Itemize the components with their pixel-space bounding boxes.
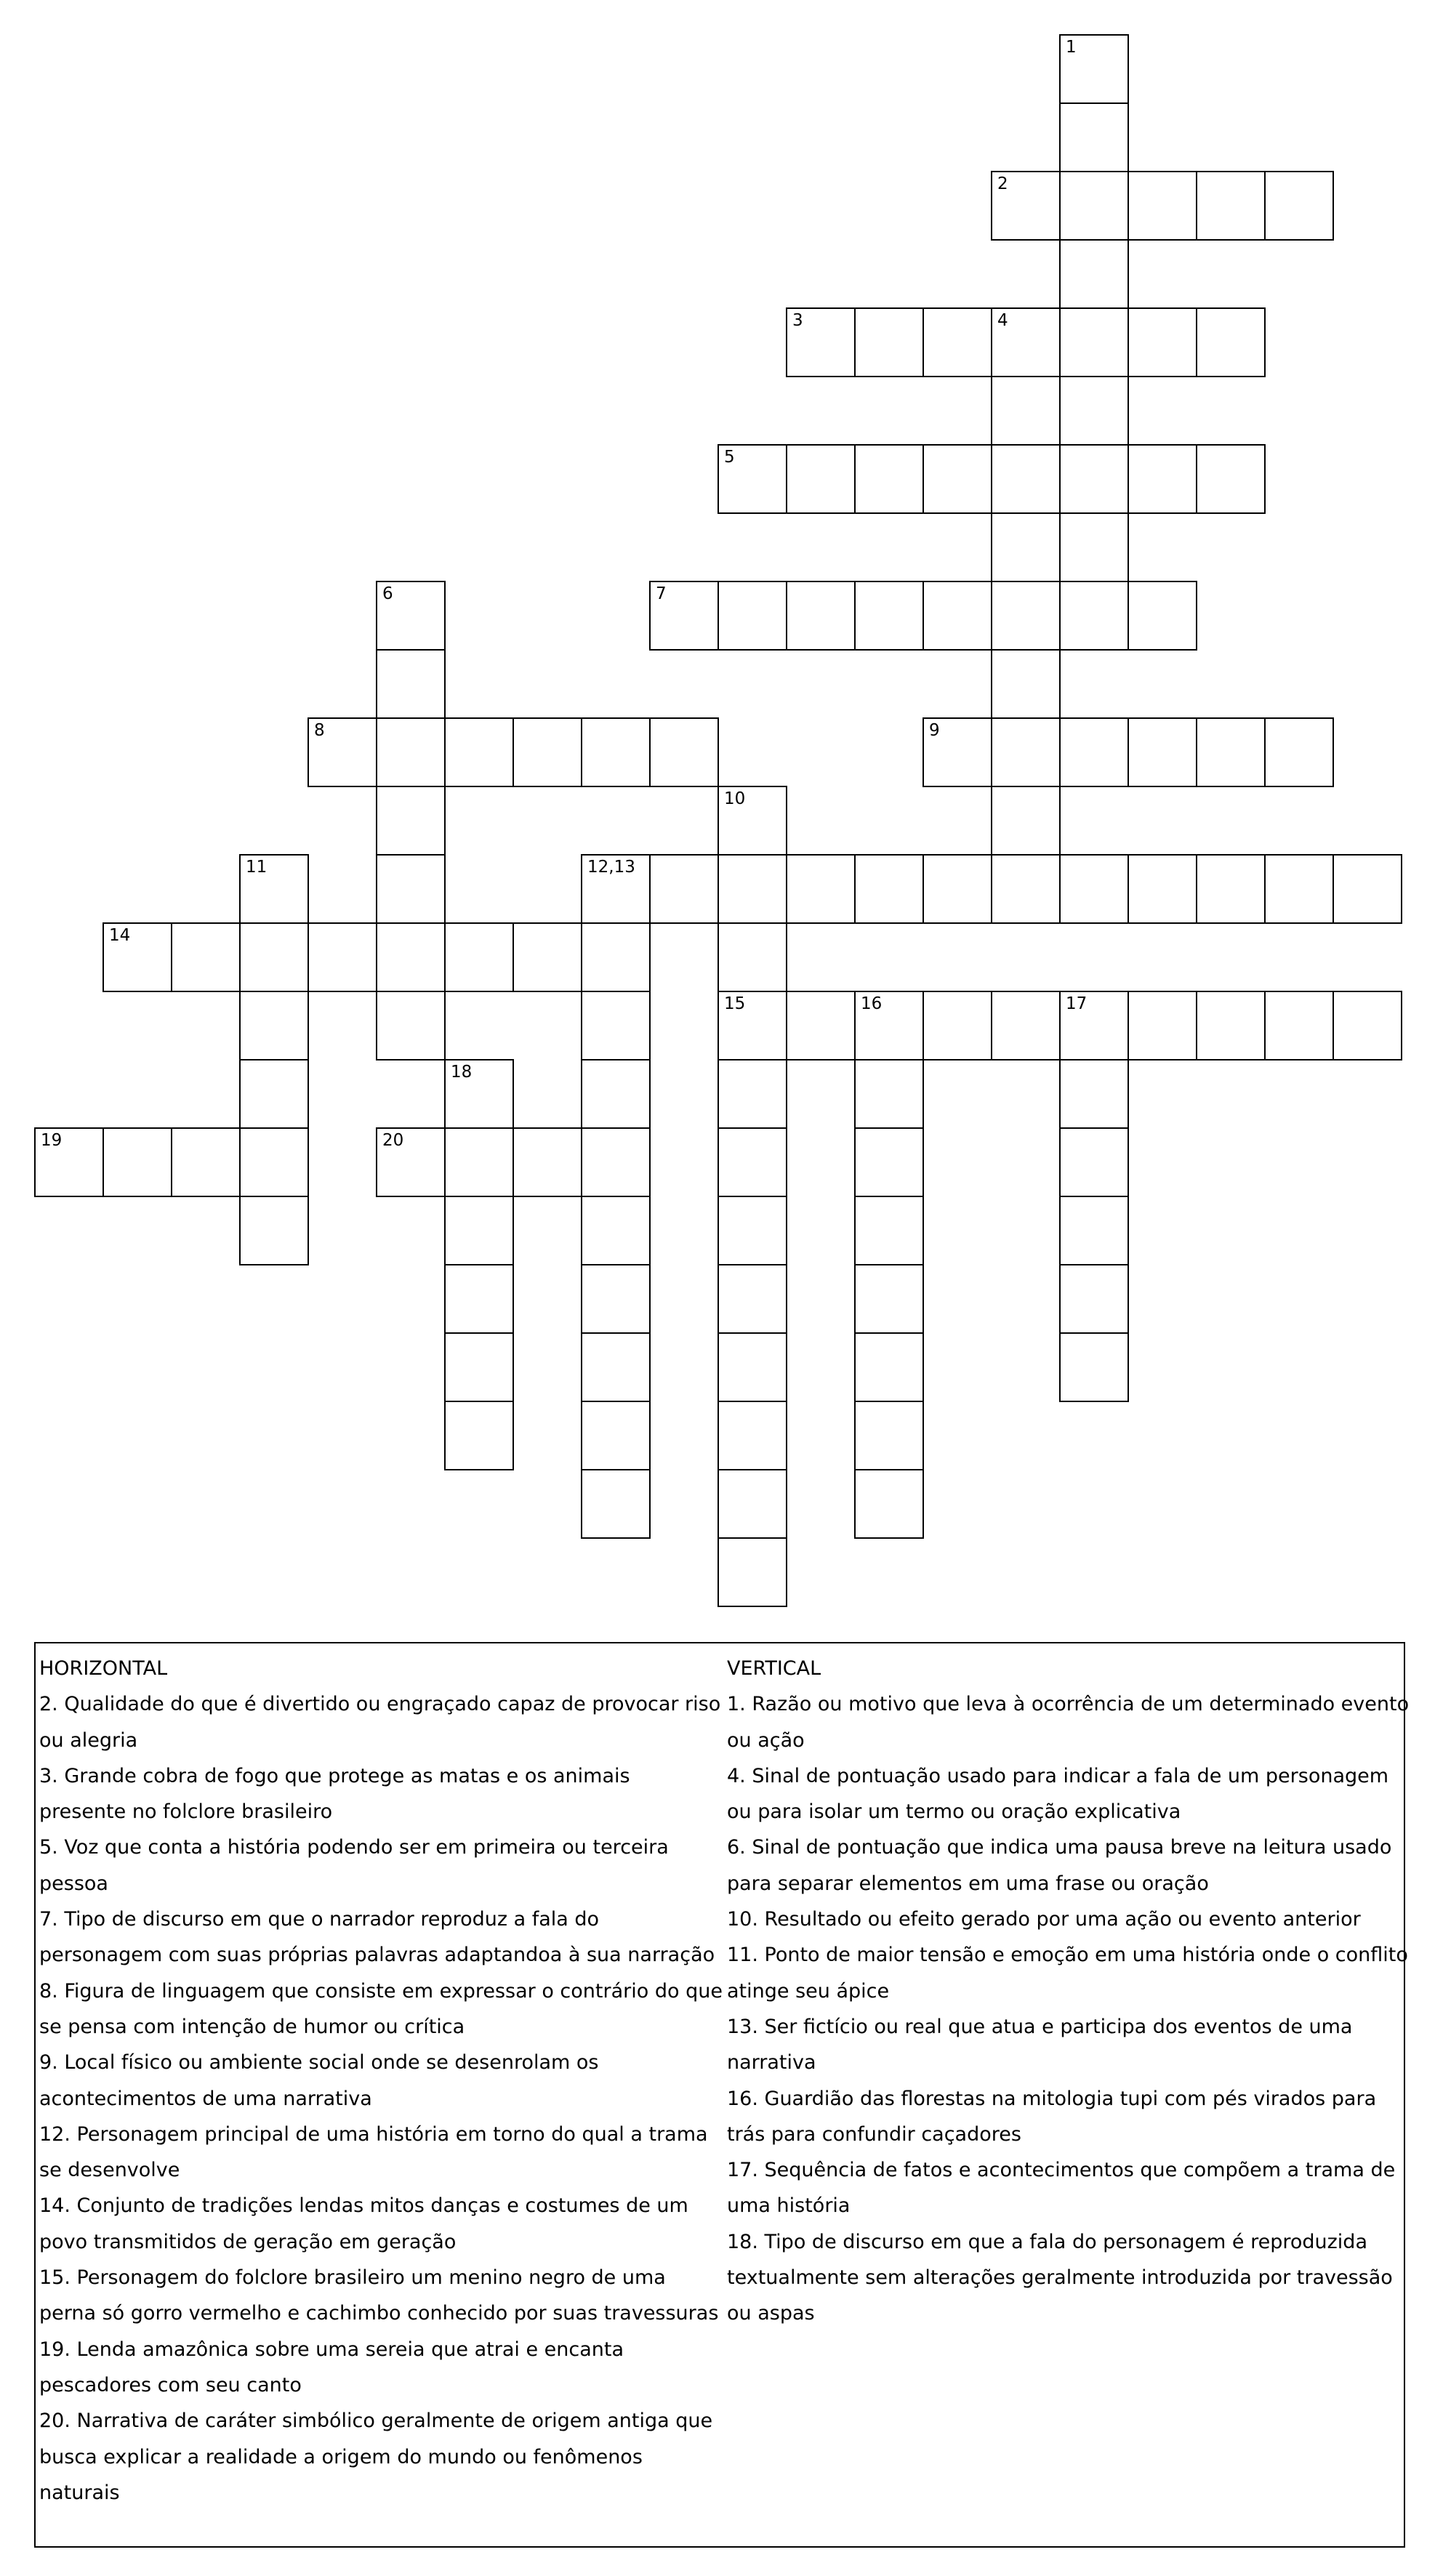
grid-cell[interactable]: [786, 444, 856, 514]
grid-cell[interactable]: [922, 307, 992, 377]
grid-cell[interactable]: [1264, 171, 1334, 241]
clue-item: 1. Razão ou motivo que leva à ocorrência de um determinado evento ou ação: [727, 1693, 1410, 1752]
grid-cell[interactable]: [854, 1469, 924, 1539]
grid-cell[interactable]: [786, 991, 856, 1060]
grid-cell[interactable]: [171, 1127, 241, 1197]
grid-cell[interactable]: [376, 1127, 446, 1197]
grid-cell[interactable]: [1128, 444, 1197, 514]
grid-cell[interactable]: [581, 1469, 651, 1539]
clue-item: 18. Tipo de discurso em que a fala do personagem é reproduzida textualmente sem alterações geralmente introduzida por travessão ou aspas: [727, 2230, 1393, 2325]
grid-cell[interactable]: [991, 512, 1061, 582]
grid-cell[interactable]: [991, 171, 1061, 241]
grid-cell[interactable]: [1128, 717, 1197, 787]
clue-number: 8: [314, 721, 325, 740]
grid-cell[interactable]: [1128, 171, 1197, 241]
clue-number: 9: [929, 721, 940, 740]
grid-cell[interactable]: [1332, 854, 1402, 924]
grid-cell[interactable]: [922, 854, 992, 924]
clue-item: 11. Ponto de maior tensão e emoção em uma história onde o conflito atinge seu ápice: [727, 1944, 1408, 2003]
grid-cell[interactable]: [581, 991, 651, 1060]
clue-number: 16: [861, 994, 883, 1013]
grid-cell[interactable]: [1059, 376, 1129, 446]
horizontal-clue-list: [39, 1686, 723, 2511]
grid-cell[interactable]: [444, 1264, 514, 1334]
clue-number: 20: [382, 1131, 404, 1150]
grid-cell[interactable]: [1128, 307, 1197, 377]
clue-number: 5: [724, 448, 735, 467]
clue-number: 10: [724, 789, 746, 808]
grid-cell[interactable]: [444, 1059, 514, 1129]
clue-number: 18: [451, 1063, 473, 1082]
grid-cell[interactable]: [854, 1059, 924, 1129]
grid-cell[interactable]: [581, 854, 651, 924]
grid-cell[interactable]: [854, 1264, 924, 1334]
clue-item: 13. Ser fictício ou real que atua e participa dos eventos de uma narrativa: [727, 2015, 1353, 2074]
clue-number: 14: [109, 926, 131, 945]
grid-cell[interactable]: [376, 786, 446, 856]
grid-cell[interactable]: [718, 1059, 787, 1129]
grid-cell[interactable]: [1196, 991, 1266, 1060]
grid-cell[interactable]: [1059, 239, 1129, 309]
grid-cell[interactable]: [444, 717, 514, 787]
grid-cell[interactable]: [239, 991, 309, 1060]
grid-cell[interactable]: [854, 991, 924, 1060]
grid-cell[interactable]: [1059, 854, 1129, 924]
clue-item: 14. Conjunto de tradições lendas mitos danças e costumes de um povo transmitidos de geração em geração: [39, 2194, 688, 2253]
grid-cell[interactable]: [1264, 991, 1334, 1060]
grid-cell[interactable]: [376, 991, 446, 1060]
grid-cell[interactable]: [1264, 854, 1334, 924]
grid-cell[interactable]: [239, 1127, 309, 1197]
grid-cell[interactable]: [786, 581, 856, 651]
grid-cell[interactable]: [854, 444, 924, 514]
grid-cell[interactable]: [512, 922, 582, 992]
grid-cell[interactable]: [922, 581, 992, 651]
grid-cell[interactable]: [1332, 991, 1402, 1060]
grid-cell[interactable]: [1059, 444, 1129, 514]
grid-cell[interactable]: [444, 1332, 514, 1402]
clue-item: 16. Guardião das florestas na mitologia tupi com pés virados para trás para confundir caçadores: [727, 2087, 1377, 2146]
clue-number: 6: [382, 584, 393, 603]
grid-cell[interactable]: [991, 991, 1061, 1060]
grid-cell[interactable]: [581, 922, 651, 992]
vertical-clues: [727, 1651, 1410, 2332]
grid-cell[interactable]: [718, 444, 787, 514]
grid-cell[interactable]: [34, 1127, 104, 1197]
grid-cell[interactable]: [376, 922, 446, 992]
grid-cell[interactable]: [1128, 991, 1197, 1060]
clue-item: 3. Grande cobra de fogo que protege as matas e os animais presente no folclore brasileiro: [39, 1764, 630, 1824]
grid-cell[interactable]: [1128, 854, 1197, 924]
grid-cell[interactable]: [1059, 171, 1129, 241]
grid-cell[interactable]: [1196, 307, 1266, 377]
clue-item: 9. Local físico ou ambiente social onde se desenrolam os acontecimentos de uma narrativa: [39, 2051, 599, 2110]
grid-cell[interactable]: [1196, 444, 1266, 514]
grid-cell[interactable]: [444, 1127, 514, 1197]
grid-cell[interactable]: [991, 717, 1061, 787]
grid-cell[interactable]: [581, 1196, 651, 1265]
grid-cell[interactable]: [239, 1196, 309, 1265]
clue-item: 20. Narrativa de caráter simbólico geralmente de origem antiga que busca explicar a realidade a origem do mundo ou fenômenos naturais: [39, 2410, 713, 2504]
grid-cell[interactable]: [1059, 1059, 1129, 1129]
grid-cell[interactable]: [991, 444, 1061, 514]
grid-cell[interactable]: [1196, 171, 1266, 241]
grid-cell[interactable]: [718, 1332, 787, 1402]
grid-cell[interactable]: [512, 1127, 582, 1197]
grid-cell[interactable]: [581, 1401, 651, 1470]
grid-cell[interactable]: [239, 854, 309, 924]
grid-cell[interactable]: [102, 922, 172, 992]
grid-cell[interactable]: [718, 991, 787, 1060]
grid-cell[interactable]: [1128, 581, 1197, 651]
grid-cell[interactable]: [786, 307, 856, 377]
grid-cell[interactable]: [239, 922, 309, 992]
grid-cell[interactable]: [854, 581, 924, 651]
clue-number: 4: [997, 311, 1008, 330]
grid-cell[interactable]: [718, 922, 787, 992]
grid-cell[interactable]: [308, 717, 377, 787]
grid-cell[interactable]: [376, 717, 446, 787]
grid-cell[interactable]: [1059, 102, 1129, 172]
grid-cell[interactable]: [581, 1264, 651, 1334]
grid-cell[interactable]: [512, 717, 582, 787]
grid-cell[interactable]: [1059, 307, 1129, 377]
clue-item: 4. Sinal de pontuação usado para indicar a fala de um personagem ou para isolar um termo ou oração explicativa: [727, 1764, 1389, 1824]
grid-cell[interactable]: [854, 1196, 924, 1265]
clue-number: 3: [792, 311, 803, 330]
grid-cell[interactable]: [444, 1196, 514, 1265]
grid-cell[interactable]: [854, 307, 924, 377]
grid-cell[interactable]: [1196, 854, 1266, 924]
grid-cell[interactable]: [991, 786, 1061, 856]
grid-cell[interactable]: [376, 581, 446, 651]
grid-cell[interactable]: [854, 1332, 924, 1402]
clue-number: 12,13: [587, 858, 635, 877]
grid-cell[interactable]: [786, 854, 856, 924]
clue-number: 17: [1066, 994, 1088, 1013]
grid-cell[interactable]: [854, 1127, 924, 1197]
clue-item: 10. Resultado ou efeito gerado por uma ação ou evento anterior: [727, 1908, 1361, 1931]
grid-cell[interactable]: [581, 717, 651, 787]
grid-cell[interactable]: [1059, 717, 1129, 787]
clue-number: 19: [41, 1131, 63, 1150]
grid-cell[interactable]: [991, 376, 1061, 446]
grid-cell[interactable]: [718, 854, 787, 924]
clue-item: 12. Personagem principal de uma história em torno do qual a trama se desenvolve: [39, 2122, 708, 2182]
clue-box: [34, 1642, 1410, 2548]
grid-cell[interactable]: [1059, 512, 1129, 582]
grid-cell[interactable]: [718, 1469, 787, 1539]
clue-item: 17. Sequência de fatos e acontecimentos que compõem a trama de uma história: [727, 2159, 1396, 2218]
clue-item: 15. Personagem do folclore brasileiro um menino negro de uma perna só gorro vermelho e cachimbo conhecido por suas travessuras: [39, 2266, 719, 2325]
grid-cell[interactable]: [718, 1127, 787, 1197]
vertical-title: VERTICAL: [727, 1657, 821, 1680]
grid-cell[interactable]: [854, 854, 924, 924]
grid-cell[interactable]: [649, 581, 719, 651]
grid-cell[interactable]: [1059, 1196, 1129, 1265]
grid-cell[interactable]: [718, 1196, 787, 1265]
grid-cell[interactable]: [581, 1332, 651, 1402]
grid-cell[interactable]: [1264, 717, 1334, 787]
clue-item: 6. Sinal de pontuação que indica uma pausa breve na leitura usado para separar elementos em uma frase ou oração: [727, 1836, 1392, 1895]
clue-number: 1: [1066, 38, 1077, 57]
grid-cell[interactable]: [1196, 717, 1266, 787]
grid-cell[interactable]: [1059, 581, 1129, 651]
horizontal-clues: [39, 1651, 723, 2511]
grid-cell[interactable]: [991, 581, 1061, 651]
grid-cell[interactable]: [581, 1059, 651, 1129]
clue-number: 11: [246, 858, 268, 877]
clue-item: 2. Qualidade do que é divertido ou engraçado capaz de provocar riso ou alegria: [39, 1693, 721, 1752]
grid-cell[interactable]: [991, 649, 1061, 719]
grid-cell[interactable]: [1059, 991, 1129, 1060]
grid-cell[interactable]: [171, 922, 241, 992]
clue-number: 7: [656, 584, 667, 603]
grid-cell[interactable]: [922, 717, 992, 787]
grid-cell[interactable]: [376, 854, 446, 924]
vertical-clue-list: [727, 1686, 1410, 2331]
grid-cell[interactable]: [1059, 1332, 1129, 1402]
clue-item: 8. Figura de linguagem que consiste em expressar o contrário do que se pensa com intenção de humor ou crítica: [39, 1979, 723, 2038]
grid-cell[interactable]: [444, 1401, 514, 1470]
clue-number: 2: [997, 174, 1008, 193]
grid-cell[interactable]: [991, 307, 1061, 377]
grid-cell[interactable]: [581, 1127, 651, 1197]
grid-cell[interactable]: [376, 649, 446, 719]
grid-cell[interactable]: [1059, 1264, 1129, 1334]
grid-cell[interactable]: [718, 1401, 787, 1470]
grid-cell[interactable]: [922, 991, 992, 1060]
grid-cell[interactable]: [444, 922, 514, 992]
clue-item: 5. Voz que conta a história podendo ser em primeira ou terceira pessoa: [39, 1836, 669, 1895]
grid-cell[interactable]: [718, 786, 787, 856]
grid-cell[interactable]: [102, 1127, 172, 1197]
grid-cell[interactable]: [854, 1401, 924, 1470]
grid-cell[interactable]: [239, 1059, 309, 1129]
grid-cell[interactable]: [991, 854, 1061, 924]
grid-cell[interactable]: [718, 581, 787, 651]
clue-number: 15: [724, 994, 746, 1013]
grid-cell[interactable]: [308, 922, 377, 992]
grid-cell[interactable]: [1059, 34, 1129, 104]
grid-cell[interactable]: [649, 717, 719, 787]
grid-cell[interactable]: [649, 854, 719, 924]
clue-item: 7. Tipo de discurso em que o narrador reproduz a fala do personagem com suas próprias palavras adaptandoa à sua narração: [39, 1908, 715, 1967]
grid-cell[interactable]: [1059, 1127, 1129, 1197]
clue-item: 19. Lenda amazônica sobre uma sereia que atrai e encanta pescadores com seu canto: [39, 2338, 624, 2396]
horizontal-title: HORIZONTAL: [39, 1657, 168, 1680]
grid-cell[interactable]: [718, 1264, 787, 1334]
grid-cell[interactable]: [922, 444, 992, 514]
grid-cell[interactable]: [718, 1537, 787, 1607]
